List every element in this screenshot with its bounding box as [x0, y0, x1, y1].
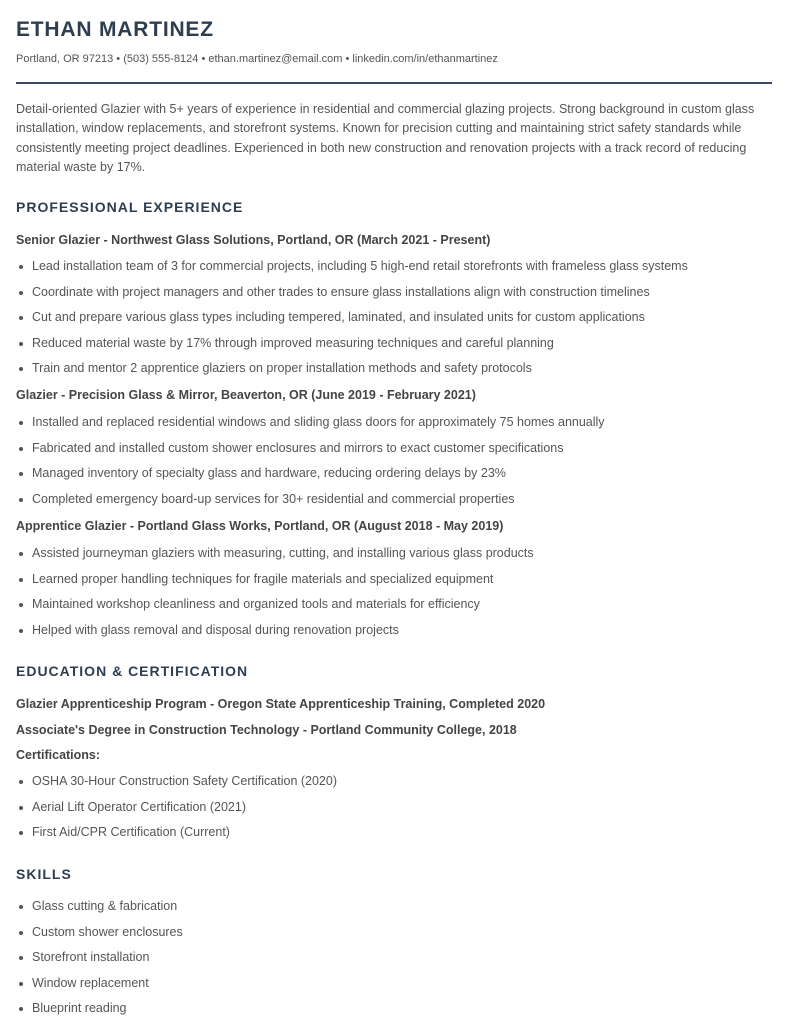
job-title: Glazier - Precision Glass & Mirror, Beaverton, OR (June 2019 - February 2021): [16, 388, 476, 402]
skill-item: Blueprint reading: [16, 996, 183, 1022]
job-bullet-list: [16, 410, 605, 512]
job-bullet: Helped with glass removal and disposal during renovation projects: [16, 618, 534, 644]
resume-name: ETHAN MARTINEZ: [16, 18, 214, 41]
job-bullet: Reduced material waste by 17% through improved measuring techniques and careful planning: [16, 331, 688, 357]
job-bullet: Maintained workshop cleanliness and organized tools and materials for efficiency: [16, 592, 534, 618]
job-bullet: Assisted journeyman glaziers with measuring, cutting, and installing various glass products: [16, 541, 534, 567]
certifications-label: Certifications:: [16, 748, 101, 762]
certification-item: Aerial Lift Operator Certification (2021): [16, 795, 337, 821]
job-bullet-list: [16, 541, 534, 643]
job-bullet: Learned proper handling techniques for fragile materials and specialized equipment: [16, 567, 534, 593]
skill-item: Custom shower enclosures: [16, 920, 183, 946]
contact-line: Portland, OR 97213 • (503) 555-8124 • ethan.martinez@email.com • linkedin.com/in/ethanmartinez: [16, 53, 498, 65]
certifications-list: [16, 769, 337, 846]
professional-summary: Detail-oriented Glazier with 5+ years of experience in residential and commercial glazing projects. Strong background in custom glass installation, window replacements, and storefront systems. Known for precision cutting and maintaining strict safety standards while consistently meeting project deadlines. Experienced in both new construction and renovation projects with a track record of reducing material waste by 17%.: [16, 102, 755, 174]
job-bullet: Coordinate with project managers and other trades to ensure glass installations align with construction timelines: [16, 280, 688, 306]
certification-item: First Aid/CPR Certification (Current): [16, 820, 337, 846]
skill-item: Glass cutting & fabrication: [16, 894, 183, 920]
job-title: Apprentice Glazier - Portland Glass Works, Portland, OR (August 2018 - May 2019): [16, 519, 504, 533]
skill-item: Storefront installation: [16, 945, 183, 971]
job-bullet: Fabricated and installed custom shower enclosures and mirrors to exact customer specifications: [16, 436, 605, 462]
job-bullet: Managed inventory of specialty glass and hardware, reducing ordering delays by 23%: [16, 461, 605, 487]
job-bullet-list: [16, 254, 688, 382]
job-title: Senior Glazier - Northwest Glass Solutions, Portland, OR (March 2021 - Present): [16, 233, 491, 247]
skill-item: Window replacement: [16, 971, 183, 997]
section-title-skills: SKILLS: [16, 866, 72, 882]
certification-item: OSHA 30-Hour Construction Safety Certification (2020): [16, 769, 337, 795]
skills-list: [16, 894, 183, 1022]
education-entry: Associate's Degree in Construction Technology - Portland Community College, 2018: [16, 723, 517, 737]
job-bullet: Lead installation team of 3 for commercial projects, including 5 high-end retail storefronts with frameless glass systems: [16, 254, 688, 280]
header-divider: [16, 82, 772, 84]
job-bullet: Installed and replaced residential windows and sliding glass doors for approximately 75 homes annually: [16, 410, 605, 436]
section-title-education: EDUCATION & CERTIFICATION: [16, 663, 249, 679]
job-bullet: Train and mentor 2 apprentice glaziers on proper installation methods and safety protocols: [16, 356, 688, 382]
job-bullet: Cut and prepare various glass types including tempered, laminated, and insulated units for custom applications: [16, 305, 688, 331]
education-entry: Glazier Apprenticeship Program - Oregon State Apprenticeship Training, Completed 2020: [16, 697, 546, 711]
section-title-experience: PROFESSIONAL EXPERIENCE: [16, 199, 244, 215]
job-bullet: Completed emergency board-up services for 30+ residential and commercial properties: [16, 487, 605, 513]
